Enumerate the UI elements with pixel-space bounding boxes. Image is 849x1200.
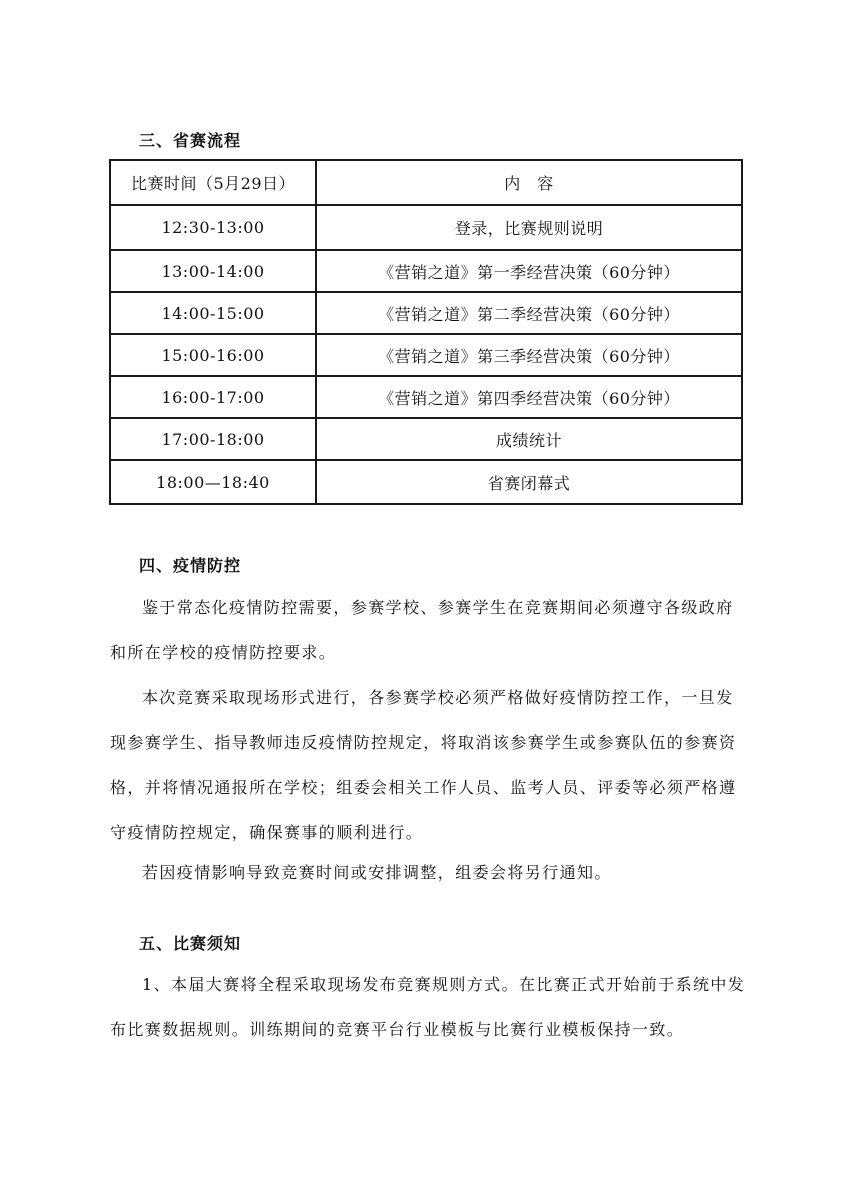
time-cell: 16:00-17:00 (110, 376, 316, 418)
epidemic-paragraph: 若因疫情影响导致竞赛时间或安排调整，组委会将另行通知。 (142, 863, 612, 882)
table-row (110, 460, 742, 504)
time-cell: 13:00-14:00 (110, 250, 316, 292)
table-row (110, 205, 742, 250)
content-cell: 《营销之道》第四季经营决策（60分钟） (316, 376, 742, 418)
table-row (110, 250, 742, 292)
section-heading-epidemic: 四、疫情防控 (139, 556, 242, 575)
table-header-cell: 比赛时间（5月29日） (110, 160, 316, 205)
table-header-row (110, 160, 742, 205)
time-cell: 17:00-18:00 (110, 418, 316, 460)
epidemic-paragraph: 本次竞赛采取现场形式进行，各参赛学校必须严格做好疫情防控工作，一旦发现参赛学生、指导教师违反疫情防控规定，将取消该参赛学生或参赛队伍的参赛资格，并将情况通报所在学校；组委会相关工作人员、监考人员、评委等必须严格遵守疫情防控规定，确保赛事的顺利进行。 (110, 688, 737, 842)
content-cell: 《营销之道》第一季经营决策（60分钟） (316, 250, 742, 292)
content-cell: 省赛闭幕式 (316, 460, 742, 504)
content-cell: 登录，比赛规则说明 (316, 205, 742, 250)
content-cell: 《营销之道》第二季经营决策（60分钟） (316, 292, 742, 334)
table-row (110, 418, 742, 460)
section-heading-rules: 五、比赛须知 (139, 934, 242, 953)
time-cell: 15:00-16:00 (110, 334, 316, 376)
content-cell: 成绩统计 (316, 418, 742, 460)
time-cell: 18:00—18:40 (110, 460, 316, 504)
rules-paragraph: 1、本届大赛将全程采取现场发布竞赛规则方式。在比赛正式开始前于系统中发布比赛数据规则。训练期间的竞赛平台行业模板与比赛行业模板保持一致。 (110, 975, 746, 1039)
table-header-cell: 内 容 (316, 160, 742, 205)
epidemic-paragraph: 鉴于常态化疫情防控需要，参赛学校、参赛学生在竞赛期间必须遵守各级政府和所在学校的疫情防控要求。 (110, 598, 734, 662)
schedule-table (109, 159, 743, 505)
content-cell: 《营销之道》第三季经营决策（60分钟） (316, 334, 742, 376)
table-row (110, 334, 742, 376)
section-heading-schedule: 三、省赛流程 (139, 131, 242, 150)
table-row (110, 292, 742, 334)
time-cell: 12:30-13:00 (110, 205, 316, 250)
table-row (110, 376, 742, 418)
time-cell: 14:00-15:00 (110, 292, 316, 334)
